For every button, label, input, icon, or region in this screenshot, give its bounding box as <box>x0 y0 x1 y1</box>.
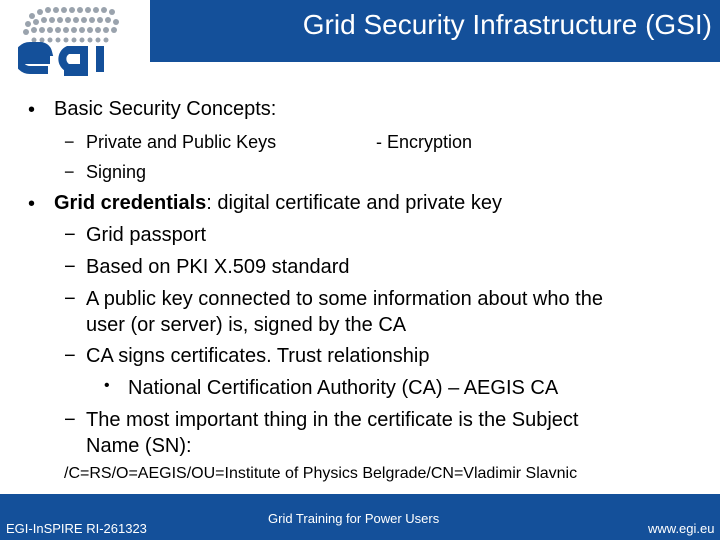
footer-event-title: Grid Training for Power Users <box>268 511 440 526</box>
dash-marker: − <box>64 409 76 431</box>
item-private-public-keys: Private and Public Keys <box>86 132 277 152</box>
bullet-marker: • <box>28 99 36 121</box>
sub-bullet-marker: • <box>104 377 110 394</box>
item-encryption: - Encryption <box>376 132 473 152</box>
item-public-key-line1: A public key connected to some information about who the <box>86 288 603 310</box>
grid-credentials-term: Grid credentials <box>54 192 207 214</box>
bullet-grid-credentials <box>54 192 502 215</box>
item-pki-standard: Based on PKI X.509 standard <box>86 256 350 278</box>
dash-marker: − <box>64 224 76 246</box>
dash-marker: − <box>64 162 75 182</box>
footer-website: www.egi.eu <box>648 521 715 536</box>
dash-marker: − <box>64 132 75 152</box>
dash-marker: − <box>64 288 76 310</box>
item-grid-passport: Grid passport <box>86 224 207 246</box>
footer-project-id: EGI-InSPIRE RI-261323 <box>6 521 147 536</box>
bullet-basic-security: Basic Security Concepts: <box>54 98 277 120</box>
grid-credentials-definition: : digital certificate and private key <box>206 192 502 214</box>
dash-marker: − <box>64 256 76 278</box>
item-national-ca: National Certification Authority (CA) – AEGIS CA <box>128 377 559 399</box>
bullet-marker: • <box>28 193 36 215</box>
slide-title: Grid Security Infrastructure (GSI) <box>302 9 712 40</box>
item-subject-line1: The most important thing in the certificate is the Subject <box>86 409 579 431</box>
item-public-key-line2: user (or server) is, signed by the CA <box>86 314 407 336</box>
dash-marker: − <box>64 345 76 367</box>
subject-dn-example: /C=RS/O=AEGIS/OU=Institute of Physics Belgrade/CN=Vladimir Slavnic <box>64 465 578 482</box>
item-ca-signs: CA signs certificates. Trust relationship <box>86 345 430 367</box>
item-signing: Signing <box>86 162 147 182</box>
item-subject-line2: Name (SN): <box>86 435 192 457</box>
